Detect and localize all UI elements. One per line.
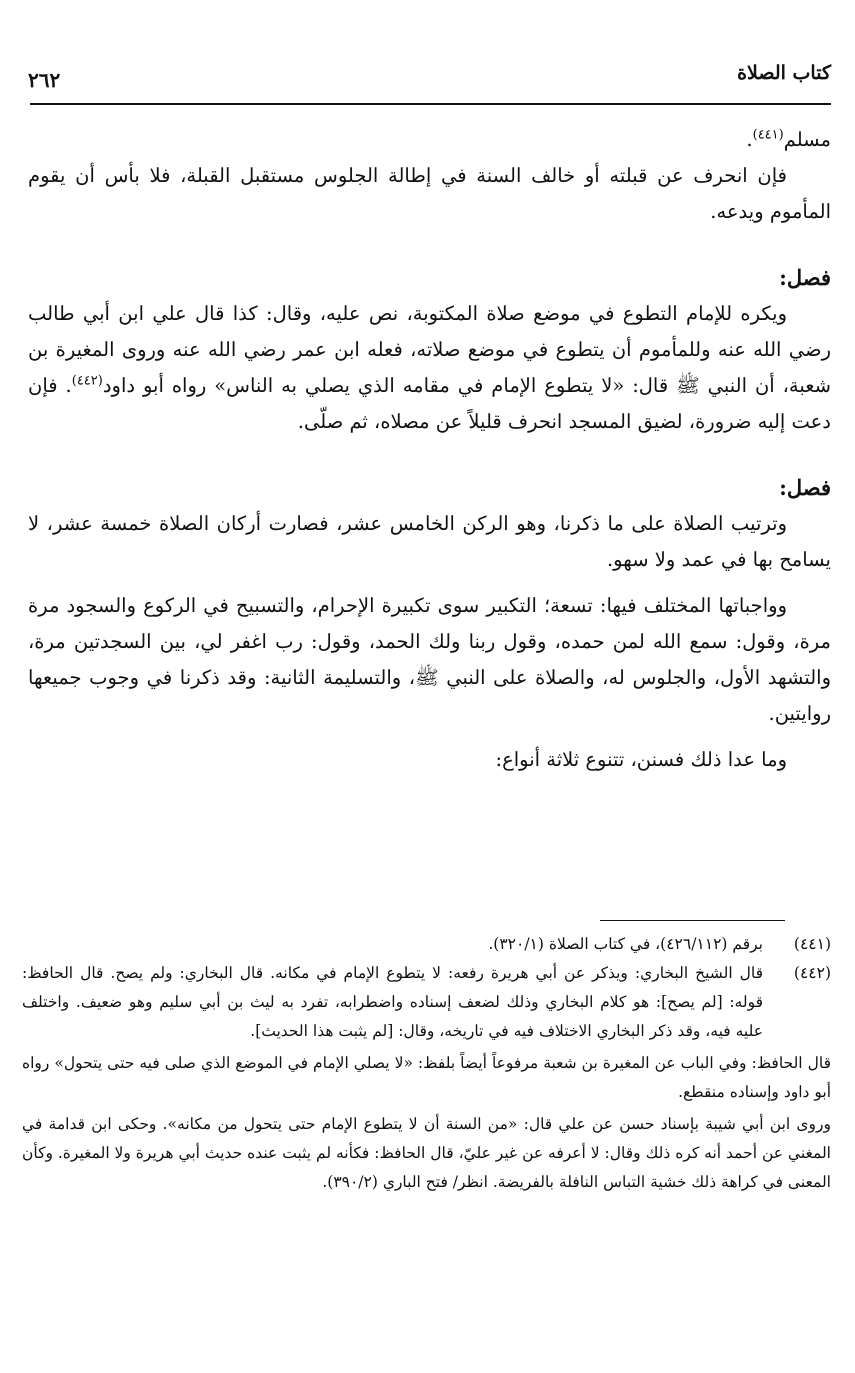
footnote-text: برقم (٤٢٦/١١٢)، في كتاب الصلاة (٣٢٠/١). — [488, 935, 763, 953]
section-heading-2: فصل: — [779, 475, 831, 500]
spacer — [28, 440, 831, 470]
footnote-442-para-2: قال الحافظ: وفي الباب عن المغيرة بن شعبة مرفوعاً أيضاً بلفظ: «لا يصلي الإمام في الموضع الذي صلى فيه حتى يتحول» رواه أبو داود وإسناده منقطع. — [22, 1054, 831, 1101]
footnote-441 — [22, 930, 831, 959]
footnote-rule — [600, 920, 785, 921]
footnote-ref-442: (٤٤٢) — [71, 373, 103, 389]
running-header — [28, 58, 831, 94]
footnote-442-para-3: وروى ابن أبي شيبة بإسناد حسن عن علي قال: «من السنة أن لا يتطوع الإمام حتى يتحول من مكانه». وحكى ابن قدامة في المغني عن أحمد أنه كره ذلك وقال: لا أعرفه عن غير عليّ، قال الحافظ: فكأنه لم يثبت عنده حديث أبي هريرة ولا المغيرة. وكأن المعنى في كراهة ذلك خشية التباس النافلة بالفريضة. انظر/ فتح الباري (٣٩٠/٢). — [21, 1115, 831, 1191]
text-run: ويكره للإمام التطوع في موضع صلاة المكتوبة، نص عليه، وقال: كذا قال علي ابن أبي طالب رضي الله عنه وللمأموم أن يتطوع في موضع صلاته، فعله ابن عمر رضي الله عنه وروى المغيرة بن شعبة، أن النبي ﷺ قال: «لا يتطوع الإمام في مقامه الذي يصلي به الناس» رواه أبو داود — [28, 302, 831, 397]
footnote-442 — [22, 959, 831, 1046]
section-heading-1: فصل: — [779, 265, 831, 290]
paragraph-0 — [28, 122, 831, 158]
footnote-ref-441: (٤٤١) — [752, 127, 784, 143]
paragraph-4: وواجباتها المختلف فيها: تسعة؛ التكبير سوى تكبيرة الإحرام، والتسبيح في الركوع والسجود مرة مرة، وقول: سمع الله لمن حمده، وقول ربنا ولك الحمد، وقول: رب اغفر لي، بين السجدتين مرة، والتشهد الأول، والجلوس له، والصلاة على النبي ﷺ، والتسليمة الثانية: وقد ذكرنا في وجوب جميعها روايتين. — [28, 594, 831, 725]
header-rule — [30, 103, 831, 105]
footnote-number: (٤٤٢) — [793, 964, 831, 982]
paragraph-1: فإن انحرف عن قبلته أو خالف السنة في إطالة الجلوس مستقبل القبلة، فلا بأس أن يقوم المأموم ويدعه. — [28, 164, 831, 223]
paragraph-2 — [28, 296, 831, 440]
text-run: مسلم — [783, 128, 831, 151]
spacer — [28, 578, 831, 588]
footnote-text: قال الشيخ البخاري: ويذكر عن أبي هريرة رفعه: لا يتطوع الإمام في مكانه. قال البخاري: ولم يصح. قال الحافظ: قوله: [لم يصح]: هو كلام البخاري وذلك لضعف إسناده واضطرابه، تفرد به ليث بن أبي سليم وهو ضعيف. واختلف عليه فيه، وقد ذكر البخاري الاختلاف فيه في تاريخه، وقال: [لم يثبت هذا الحديث]. — [22, 964, 763, 1040]
footnotes — [22, 930, 831, 1197]
text-run: . — [746, 128, 753, 151]
page-number: ٢٦٢ — [28, 68, 61, 92]
main-text — [28, 122, 831, 778]
paragraph-5: وما عدا ذلك فسنن، تتنوع ثلاثة أنواع: — [495, 748, 787, 771]
footnote-number: (٤٤١) — [793, 935, 831, 953]
chapter-title: كتاب الصلاة — [737, 62, 831, 84]
spacer — [28, 230, 831, 260]
text-run: . فإن دعت إليه ضرورة، لضيق المسجد انحرف قليلاً عن مصلاه، ثم صلّى. — [28, 374, 831, 433]
spacer — [28, 732, 831, 742]
paragraph-3: وترتيب الصلاة على ما ذكرنا، وهو الركن الخامس عشر، فصارت أركان الصلاة خمسة عشر، لا يسامح بها في عمد ولا سهو. — [28, 512, 831, 571]
